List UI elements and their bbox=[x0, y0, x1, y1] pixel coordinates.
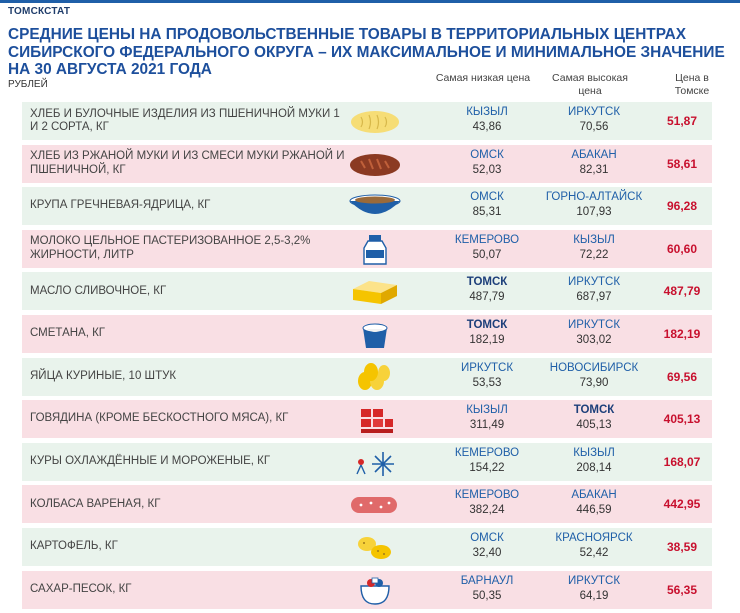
high-price: 73,90 bbox=[579, 376, 609, 389]
product-name: КУРЫ ОХЛАЖДЁННЫЕ И МОРОЖЕНЫЕ, КГ bbox=[30, 455, 271, 467]
high-price-cell bbox=[544, 275, 644, 305]
sour-cream-cup-icon bbox=[347, 318, 403, 350]
sugar-bowl-icon bbox=[347, 574, 403, 606]
product-name: КОЛБАСА ВАРЕНАЯ, КГ bbox=[30, 497, 161, 510]
low-city: КЕМЕРОВО bbox=[454, 233, 520, 246]
table-row bbox=[22, 315, 712, 353]
low-city: ОМСК bbox=[470, 191, 504, 204]
low-price-cell bbox=[437, 275, 537, 305]
product-name: ХЛЕБ И БУЛОЧНЫЕ ИЗДЕЛИЯ ИЗ ПШЕНИЧНОЙ МУКИ 1 И 2 СОРТА, КГ bbox=[30, 107, 340, 133]
product-name: КАРТОФЕЛЬ, КГ bbox=[30, 540, 118, 553]
low-price: 487,79 bbox=[469, 291, 505, 304]
low-city: ТОМСК bbox=[466, 276, 508, 289]
low-city: КЕМЕРОВО bbox=[454, 446, 520, 459]
low-city: ИРКУТСК bbox=[460, 361, 514, 374]
high-city: НОВОСИБИРСК bbox=[549, 361, 639, 374]
low-price: 32,40 bbox=[472, 546, 502, 559]
unit-label: РУБЛЕЙ bbox=[8, 79, 48, 90]
low-price-cell bbox=[437, 446, 537, 476]
low-city: КЫЗЫЛ bbox=[466, 404, 508, 417]
milk-bottle-icon bbox=[347, 233, 403, 265]
low-price-cell bbox=[437, 233, 537, 263]
low-price-cell bbox=[437, 105, 537, 135]
high-city: КРАСНОЯРСК bbox=[555, 531, 633, 544]
page-title: СРЕДНИЕ ЦЕНЫ НА ПРОДОВОЛЬСТВЕННЫЕ ТОВАРЫ В ТЕРРИТОРИАЛЬНЫХ ЦЕНТРАХ СИБИРСКОГО ФЕДЕРАЛЬНОГО ОКРУГА – ИХ МАКСИМАЛЬНОЕ И МИНИМАЛЬНОЕ ЗНАЧЕНИЕ НА 30 АВГУСТА 2021 ГОДА bbox=[8, 26, 725, 78]
high-price: 687,97 bbox=[576, 291, 612, 304]
low-price-cell bbox=[437, 403, 537, 433]
high-price-cell bbox=[544, 318, 644, 348]
table-row bbox=[22, 272, 712, 310]
low-price: 85,31 bbox=[472, 206, 502, 219]
high-city: АБАКАН bbox=[571, 148, 617, 161]
low-price: 43,86 bbox=[472, 121, 502, 133]
high-price-cell bbox=[544, 403, 644, 433]
high-price: 107,93 bbox=[576, 206, 612, 219]
product-name: ГОВЯДИНА (КРОМЕ БЕСКОСТНОГО МЯСА), КГ bbox=[30, 412, 289, 425]
high-city: КЫЗЫЛ bbox=[573, 446, 615, 459]
product-name: МОЛОКО ЦЕЛЬНОЕ ПАСТЕРИЗОВАННОЕ 2,5-3,2% ЖИРНОСТИ, ЛИТР bbox=[30, 235, 311, 261]
low-price-cell bbox=[437, 318, 537, 348]
low-price: 50,35 bbox=[472, 589, 502, 602]
low-city: БАРНАУЛ bbox=[460, 574, 514, 587]
low-price: 311,49 bbox=[469, 419, 505, 432]
high-city: ИРКУТСК bbox=[567, 574, 621, 587]
table-row bbox=[22, 528, 712, 566]
high-price: 64,19 bbox=[579, 589, 609, 602]
table-row bbox=[22, 571, 712, 609]
high-price-cell bbox=[544, 531, 644, 561]
low-city: ОМСК bbox=[470, 148, 504, 161]
price-table bbox=[22, 102, 712, 613]
high-price-cell bbox=[544, 361, 644, 391]
low-city: КЫЗЫЛ bbox=[466, 106, 508, 118]
eggs-icon bbox=[347, 361, 403, 393]
high-price: 72,22 bbox=[579, 248, 609, 261]
column-header-high: Самая высокая цена bbox=[552, 72, 628, 97]
low-price-cell bbox=[437, 148, 537, 178]
tomsk-price: 487,79 bbox=[663, 284, 701, 299]
potatoes-icon bbox=[347, 531, 403, 563]
table-row bbox=[22, 358, 712, 396]
table-row bbox=[22, 230, 712, 268]
low-price: 182,19 bbox=[469, 333, 505, 346]
high-price-cell bbox=[544, 488, 644, 518]
column-header-tomsk: Цена в Томске bbox=[674, 72, 710, 97]
high-price-cell bbox=[544, 446, 644, 476]
chicken-snowflake-icon bbox=[347, 446, 403, 478]
low-city: ТОМСК bbox=[466, 318, 508, 331]
tomsk-price: 405,13 bbox=[663, 412, 701, 427]
low-price-cell bbox=[437, 190, 537, 220]
table-row bbox=[22, 443, 712, 481]
product-name: КРУПА ГРЕЧНЕВАЯ-ЯДРИЦА, КГ bbox=[30, 199, 211, 212]
low-price-cell bbox=[437, 531, 537, 561]
product-name: ХЛЕБ ИЗ РЖАНОЙ МУКИ И ИЗ СМЕСИ МУКИ РЖАНОЙ И ПШЕНИЧНОЙ, КГ bbox=[30, 150, 345, 176]
buckwheat-bowl-icon bbox=[347, 190, 403, 222]
low-price: 50,07 bbox=[472, 248, 502, 261]
product-name: ЯЙЦА КУРИНЫЕ, 10 ШТУК bbox=[30, 369, 177, 382]
high-city: ИРКУТСК bbox=[567, 276, 621, 289]
high-price: 405,13 bbox=[576, 419, 612, 432]
high-city: ТОМСК bbox=[573, 404, 615, 417]
product-name: МАСЛО СЛИВОЧНОЕ, КГ bbox=[30, 284, 167, 297]
table-row bbox=[22, 187, 712, 225]
high-price-cell bbox=[544, 190, 644, 220]
table-row bbox=[22, 400, 712, 438]
low-city: КЕМЕРОВО bbox=[454, 489, 520, 502]
low-price: 154,22 bbox=[469, 461, 505, 474]
high-price-cell bbox=[544, 233, 644, 263]
rye-bread-icon bbox=[347, 148, 403, 180]
product-name: СМЕТАНА, КГ bbox=[30, 327, 106, 340]
butter-icon bbox=[347, 275, 403, 307]
tomsk-price: 38,59 bbox=[666, 539, 698, 554]
table-row bbox=[22, 145, 712, 183]
low-price-cell bbox=[437, 488, 537, 518]
bread-loaf-icon bbox=[347, 105, 403, 137]
tomsk-price: 182,19 bbox=[663, 326, 701, 341]
tomsk-price: 442,95 bbox=[663, 497, 701, 512]
low-city: ОМСК bbox=[470, 531, 504, 544]
table-row bbox=[22, 102, 712, 140]
column-header-low: Самая низкая цена bbox=[435, 72, 531, 84]
product-name: САХАР-ПЕСОК, КГ bbox=[30, 582, 132, 595]
high-city: АБАКАН bbox=[571, 489, 617, 502]
high-price: 303,02 bbox=[576, 333, 612, 346]
high-city: ИРКУТСК bbox=[567, 106, 621, 118]
org-name: ТОМСКСТАТ bbox=[8, 6, 71, 17]
sausage-icon bbox=[347, 488, 403, 520]
tomsk-price: 168,07 bbox=[663, 454, 701, 469]
low-price: 382,24 bbox=[469, 504, 505, 517]
high-city: ГОРНО-АЛТАЙСК bbox=[545, 191, 643, 204]
high-price: 208,14 bbox=[576, 461, 612, 474]
tomsk-price: 69,56 bbox=[666, 369, 698, 384]
beef-cut-icon bbox=[347, 403, 403, 435]
high-city: КЫЗЫЛ bbox=[573, 233, 615, 246]
high-price-cell bbox=[544, 148, 644, 178]
high-price-cell bbox=[544, 574, 644, 604]
tomsk-price: 56,35 bbox=[666, 582, 698, 597]
low-price: 53,53 bbox=[472, 376, 502, 389]
tomsk-price: 96,28 bbox=[666, 199, 698, 214]
high-price-cell bbox=[544, 105, 644, 135]
tomsk-price: 60,60 bbox=[666, 241, 698, 256]
high-city: ИРКУТСК bbox=[567, 318, 621, 331]
table-row bbox=[22, 485, 712, 523]
high-price: 70,56 bbox=[579, 121, 609, 133]
low-price-cell bbox=[437, 574, 537, 604]
top-accent-line bbox=[0, 0, 740, 3]
high-price: 446,59 bbox=[576, 504, 612, 517]
high-price: 52,42 bbox=[579, 546, 609, 559]
low-price: 52,03 bbox=[472, 163, 502, 176]
low-price-cell bbox=[437, 361, 537, 391]
high-price: 82,31 bbox=[579, 163, 609, 176]
tomsk-price: 58,61 bbox=[666, 156, 698, 171]
tomsk-price: 51,87 bbox=[666, 114, 698, 128]
